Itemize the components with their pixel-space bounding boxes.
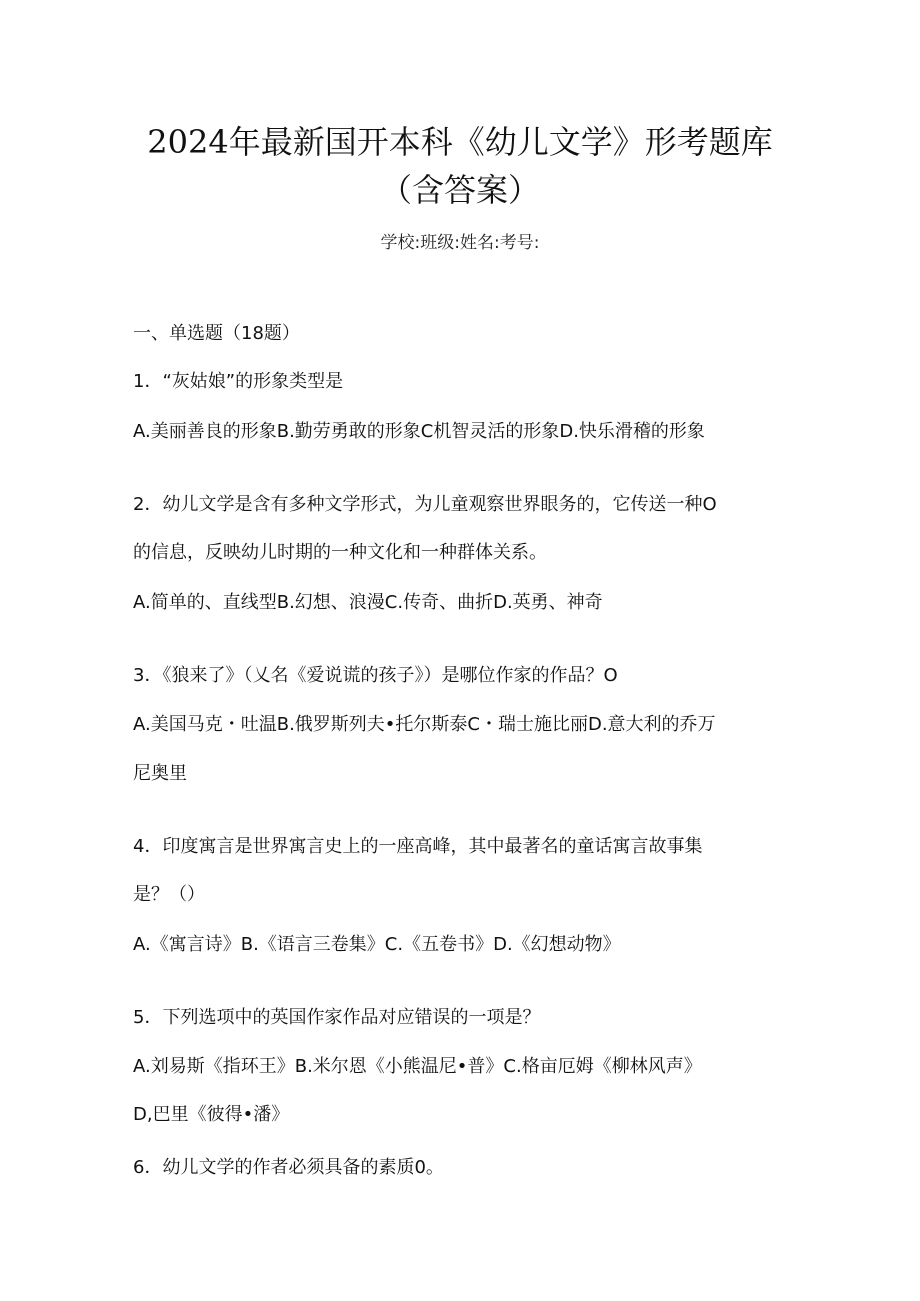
document-title-line-1: 2024年最新国开本科《幼儿文学》形考题库 bbox=[147, 123, 773, 161]
question-2-stem-line-1: 2．幼儿文学是含有多种文学形式，为儿童观察世界眼务的，它传送一种O bbox=[133, 494, 717, 515]
section-heading: 一、单选题（18题） bbox=[133, 323, 300, 344]
question-2-stem-line-2: 的信息，反映幼儿时期的一种文化和一种群体关系。 bbox=[133, 542, 547, 563]
question-5-options-line-1: A.刘易斯《指环王》B.米尔恩《小熊温尼•普》C.格亩厄姆《柳林风声》 bbox=[133, 1056, 702, 1077]
question-2-options: A.简单的、直线型B.幻想、浪漫C.传奇、曲折D.英勇、神奇 bbox=[133, 592, 603, 613]
question-5-stem: 5．下列选项中的英国作家作品对应错误的一项是？ bbox=[133, 1007, 541, 1028]
question-4-options: A.《寓言诗》B.《语言三卷集》C.《五卷书》D.《幻想动物》 bbox=[133, 934, 621, 955]
question-3-options-line-1: A.美国马克・吐温B.俄罗斯列夫•托尔斯泰C・瑞士施比丽D.意大利的乔万 bbox=[133, 714, 716, 735]
question-3-stem: 3．《狼来了》（乂名《爱说谎的孩子》）是哪位作家的作品？O bbox=[133, 665, 618, 686]
question-1-stem: 1．“灰姑娘”的形象类型是 bbox=[133, 371, 344, 392]
question-6-stem: 6．幼儿文学的作者必须具备的素质0。 bbox=[133, 1157, 444, 1178]
student-info-line: 学校:班级:姓名:考号: bbox=[380, 233, 540, 253]
question-4-stem-line-2: 是？（） bbox=[133, 884, 205, 905]
document-title-line-2: （含答案） bbox=[379, 171, 540, 209]
question-3-options-line-2: 尼奥里 bbox=[133, 763, 187, 784]
question-4-stem-line-1: 4．印度寓言是世界寓言史上的一座高峰，其中最著名的童话寓言故事集 bbox=[133, 836, 703, 857]
question-1-options: A.美丽善良的形象B.勤劳勇敢的形象C机智灵活的形象D.快乐滑稽的形象 bbox=[133, 421, 705, 442]
question-5-options-line-2: D,巴里《彼得•潘》 bbox=[133, 1104, 290, 1125]
